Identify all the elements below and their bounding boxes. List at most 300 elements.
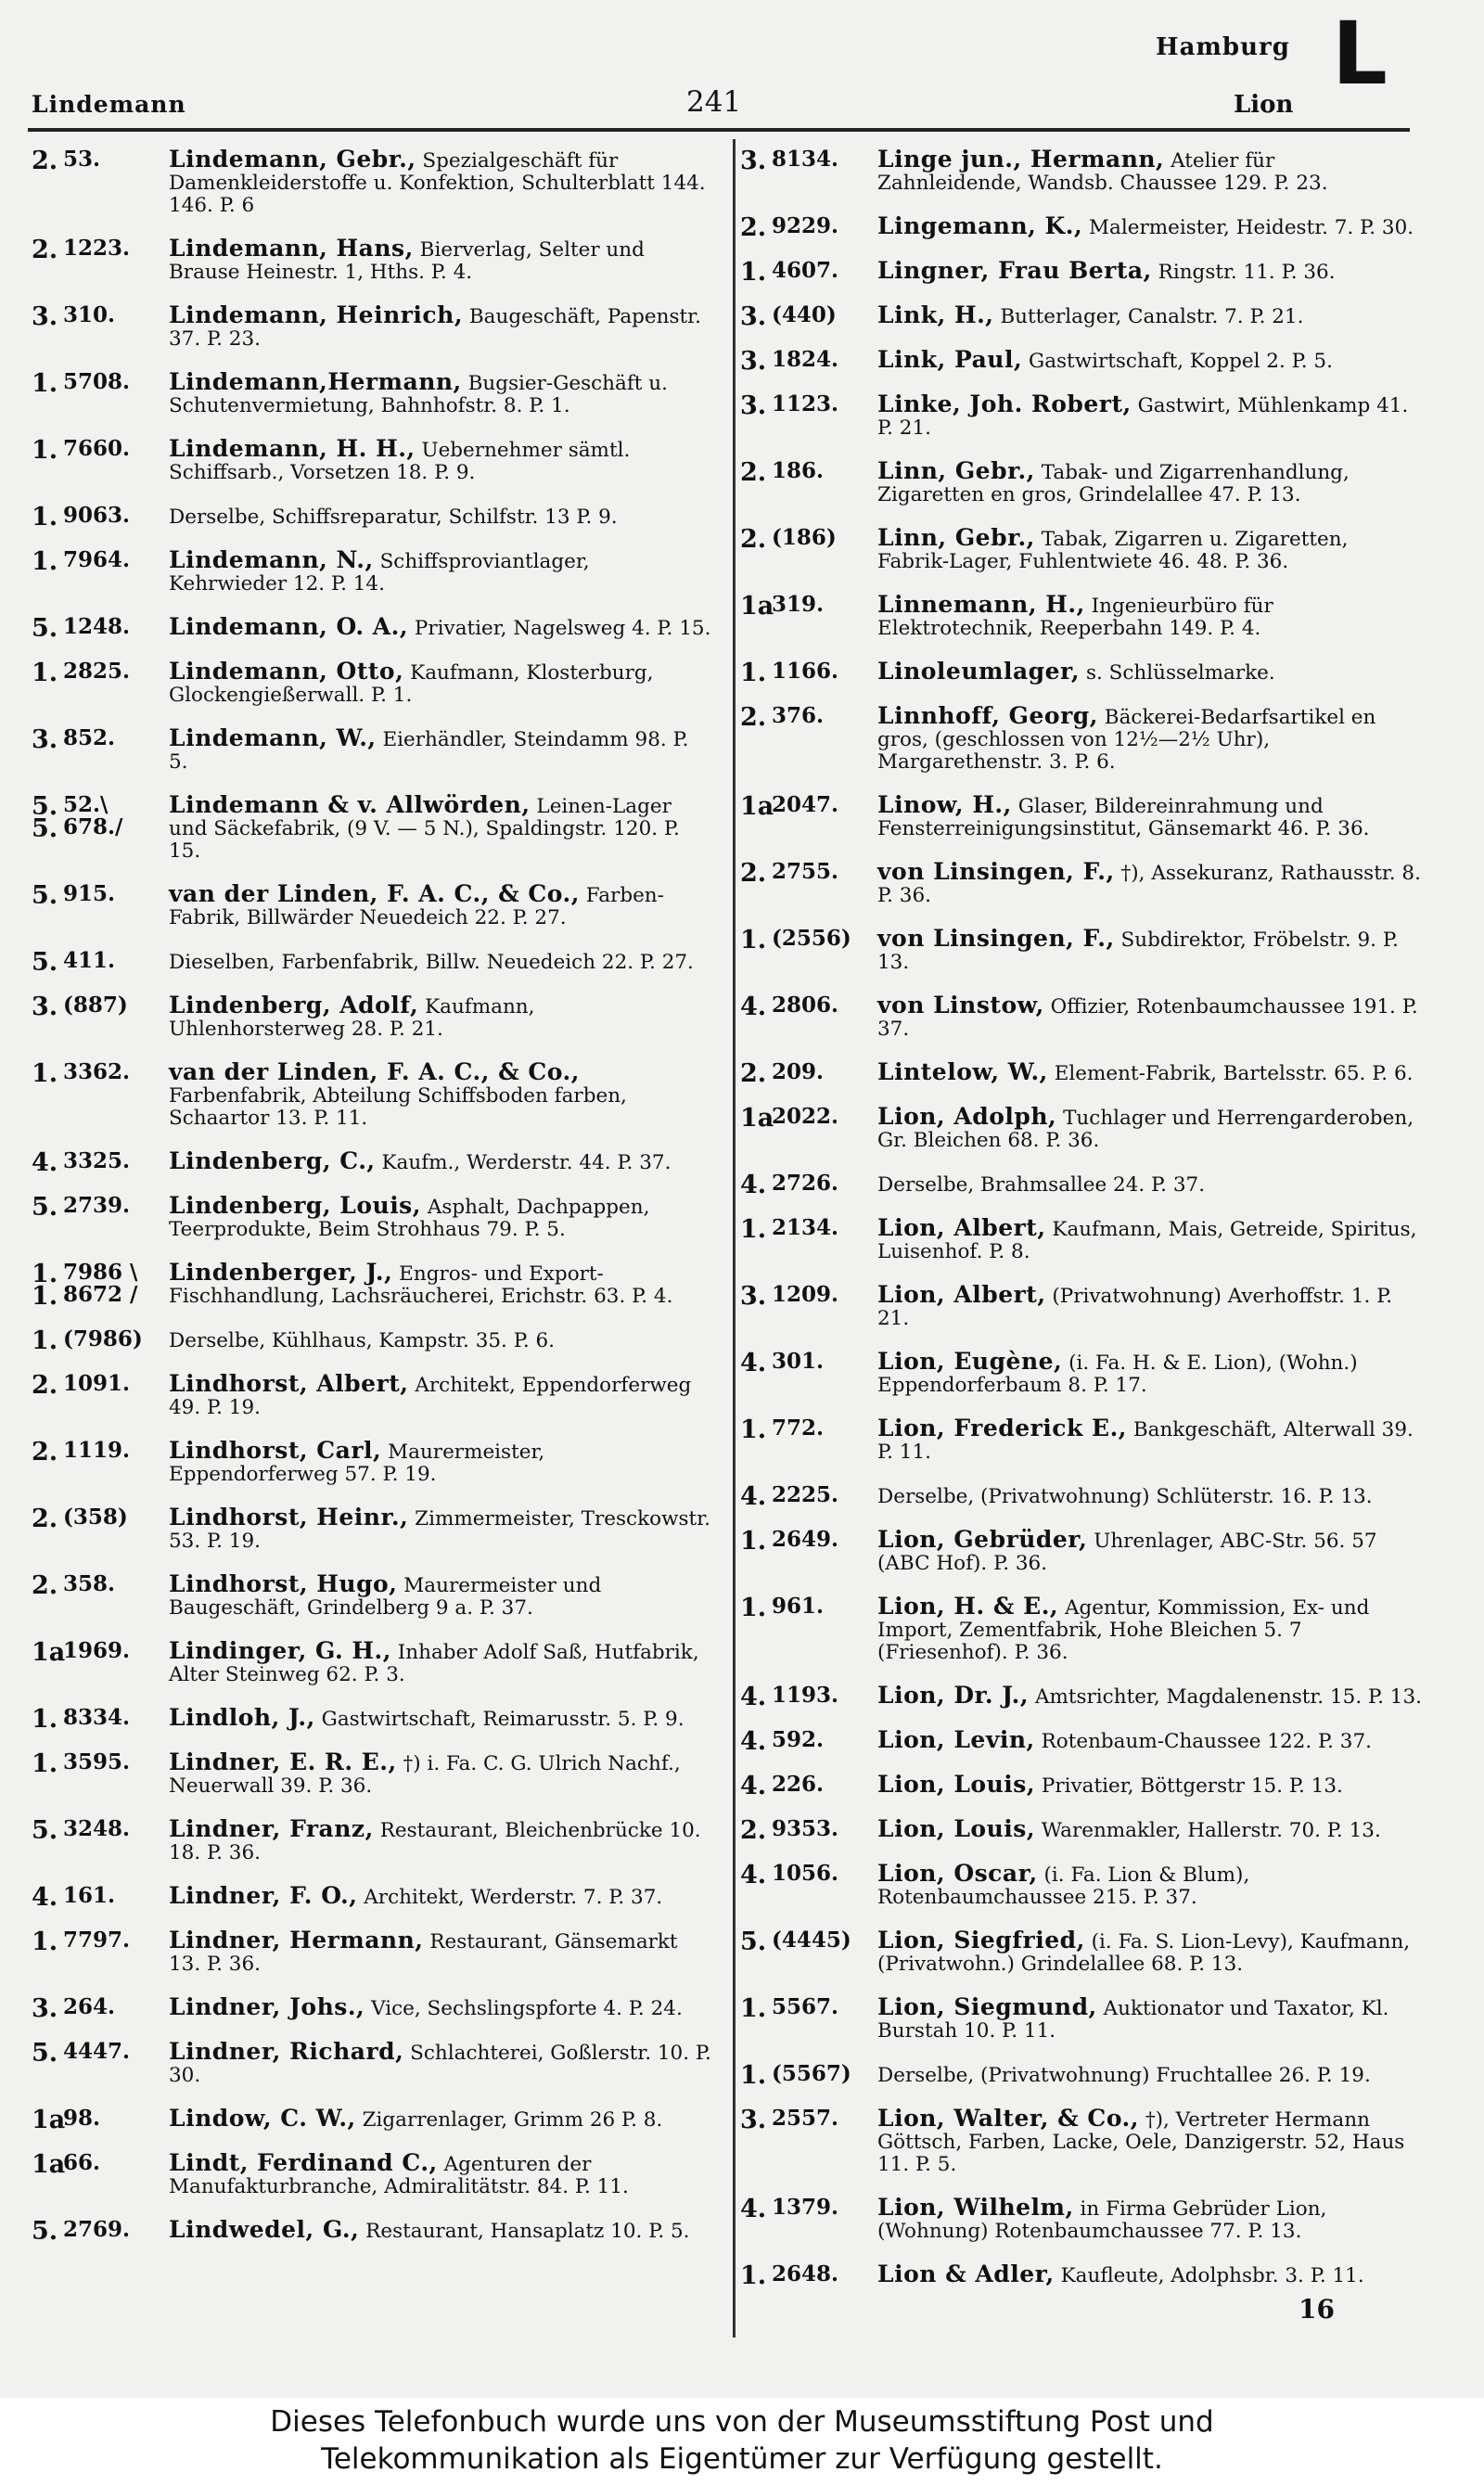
directory-entry — [32, 1259, 713, 1311]
subscriber-name: Lion, Eugène, — [877, 1348, 1063, 1375]
exchange-code: 4. — [740, 1861, 767, 1889]
phone-number: 2755. — [772, 859, 839, 884]
subscriber-name: Linn, Gebr., — [877, 457, 1035, 484]
directory-entry — [32, 1506, 713, 1553]
exchange-code: 3. — [32, 1994, 58, 2023]
exchange-code: 2. — [32, 1438, 58, 1467]
phone-number: 1091. — [63, 1371, 131, 1396]
entry-details: Gastwirt, Mühlenkamp 41. P. 21. — [877, 394, 1409, 440]
phone-number: 9063. — [63, 503, 131, 528]
entry-details: Derselbe, (Privatwohnung) Schlüterstr. 16. P. 13. — [877, 1485, 1373, 1508]
entry-details: s. Schlüsselmarke. — [1085, 661, 1275, 685]
left-column — [32, 148, 713, 2263]
phone-number: 1248. — [63, 614, 131, 639]
header-city: Hamburg — [1156, 33, 1290, 61]
exchange-code: 2. — [740, 1059, 767, 1088]
entry-details: Offizier, Rotenbaumchaussee 191. P. 37. — [877, 995, 1418, 1041]
directory-entry — [740, 346, 1422, 376]
exchange-code: 3. — [740, 2106, 767, 2134]
directory-entry — [740, 1281, 1422, 1330]
phone-number: 852. — [63, 725, 116, 750]
phone-number: (2556) — [772, 926, 851, 951]
entry-details: Privatier, Nagelsweg 4. P. 15. — [414, 617, 711, 640]
directory-entry — [32, 1637, 713, 1686]
directory-entry — [740, 212, 1422, 242]
exchange-code: 1a — [32, 2150, 66, 2179]
directory-entry — [32, 1882, 713, 1912]
exchange-code: 3. — [740, 1282, 767, 1311]
directory-entry — [32, 301, 713, 351]
archive-credit — [0, 2398, 1484, 2485]
entry-details: †), Assekuranz, Rathausstr. 8. P. 36. — [877, 862, 1421, 907]
subscriber-name: Lion, Louis, — [877, 1771, 1036, 1798]
directory-entry — [740, 2107, 1422, 2176]
entry-details: Glaser, Bildereinrahmung und Fensterreinigungsinstitut, Gänsemarkt 46. P. 36. — [877, 795, 1370, 840]
phone-number: 9353. — [772, 1816, 839, 1841]
phone-number: 1166. — [772, 659, 839, 684]
entry-details: Amtsrichter, Magdalenenstr. 15. P. 13. — [1034, 1685, 1422, 1709]
exchange-code: 1. — [740, 659, 767, 687]
exchange-code: 1a — [740, 792, 774, 821]
phone-number: 310. — [63, 302, 116, 327]
directory-entry — [740, 148, 1422, 195]
entry-details: Architekt, Eppendorferweg 49. P. 19. — [169, 1374, 692, 1419]
directory-entry — [740, 1929, 1422, 1976]
exchange-code: 1. — [32, 547, 58, 576]
exchange-code: 3. — [32, 302, 58, 331]
subscriber-name: Lindner, F. O., — [169, 1882, 358, 1909]
subscriber-name: Lion, Wilhelm, — [877, 2194, 1074, 2221]
entry-details: Leinen-Lager und Säckefabrik, (9 V. — 5 N.), Spaldingstr. 120. P. 15. — [169, 795, 680, 863]
directory-entry — [740, 2061, 1422, 2090]
exchange-code: 1. — [32, 1749, 58, 1778]
directory-entry — [32, 1993, 713, 2023]
phone-number: 264. — [63, 1994, 116, 2019]
directory-entry — [32, 148, 713, 217]
exchange-code: 4. — [740, 1772, 767, 1800]
directory-entry — [32, 368, 713, 417]
phone-number: 5708. — [63, 369, 131, 394]
directory-entry — [740, 1482, 1422, 1511]
phone-number: 66. — [63, 2150, 101, 2175]
subscriber-name: Lindhorst, Albert, — [169, 1370, 409, 1397]
directory-entry — [32, 1326, 713, 1355]
phone-number: 226. — [772, 1772, 825, 1797]
exchange-code: 5. — [32, 2217, 58, 2246]
entry-details: Agenturen der Manufakturbranche, Admiralitätstr. 84. P. 11. — [169, 2153, 629, 2198]
entry-details: Dieselben, Farbenfabrik, Billw. Neuedeich 22. P. 27. — [169, 951, 694, 974]
exchange-code: 2. — [740, 1816, 767, 1845]
directory-entry — [32, 2107, 713, 2132]
header-left-keyword: Lindemann — [32, 91, 186, 118]
subscriber-name: Lion, Levin, — [877, 1726, 1035, 1753]
exchange-code: 2. — [740, 859, 767, 888]
phone-number: 915. — [63, 881, 116, 906]
subscriber-name: Lindwedel, G., — [169, 2216, 360, 2243]
entry-details: Restaurant, Hansaplatz 10. P. 5. — [365, 2220, 690, 2243]
subscriber-name: Lion, Adolph, — [877, 1103, 1057, 1130]
phone-number: 8134. — [772, 147, 839, 172]
directory-entry — [740, 660, 1422, 685]
subscriber-name: Lindt, Ferdinand C., — [169, 2149, 438, 2176]
entry-details: (i. Fa. Lion & Blum), Rotenbaumchaussee 215. P. 37. — [877, 1864, 1250, 1909]
exchange-code: 2. — [32, 1571, 58, 1600]
exchange-code: 4. — [32, 1883, 58, 1912]
exchange-code: 1. — [740, 1994, 767, 2023]
subscriber-name: Linke, Joh. Robert, — [877, 391, 1132, 417]
directory-entry — [32, 546, 713, 596]
directory-entry — [32, 1192, 713, 1241]
exchange-code: 2. — [740, 458, 767, 487]
phone-number: 358. — [63, 1571, 116, 1596]
exchange-code: 3. — [740, 347, 767, 376]
subscriber-name: Lindhorst, Carl, — [169, 1437, 382, 1464]
directory-entry — [32, 1058, 713, 1130]
directory-entry — [740, 925, 1422, 974]
phone-number: 4607. — [772, 258, 839, 283]
directory-entry — [740, 1815, 1422, 1845]
exchange-code: 5. — [32, 1816, 58, 1845]
subscriber-name: Lindemann, Hans, — [169, 235, 414, 262]
subscriber-name: Lindemann, Heinrich, — [169, 301, 464, 328]
subscriber-name: Lingemann, K., — [877, 212, 1083, 239]
entry-details: Vice, Sechslingspforte 4. P. 24. — [371, 1997, 683, 2020]
phone-number: 5567. — [772, 1994, 839, 2019]
phone-number: (186) — [772, 525, 837, 550]
entry-details: Tabak- und Zigarrenhandlung, Zigaretten en gros, Grindelallee 47. P. 13. — [877, 461, 1350, 506]
phone-number: 7986 \ 8672 / — [63, 1260, 138, 1307]
exchange-code: 3. — [740, 302, 767, 331]
credit-line-2: Telekommunikation als Eigentümer zur Verfügung gestellt. — [321, 2442, 1163, 2476]
directory-entry — [740, 1726, 1422, 1756]
exchange-code: 2. — [740, 213, 767, 242]
phone-number: 161. — [63, 1883, 116, 1908]
entry-details: Kaufmann, Uhlenhorsterweg 28. P. 21. — [169, 995, 535, 1041]
entry-details: Auktionator und Taxator, Kl. Burstah 10. P. 11. — [877, 1997, 1389, 2043]
entry-details: Bäckerei-Bedarfsartikel en gros, (geschlossen von 12½—2½ Uhr), Margarethenstr. 3. P. 6. — [877, 706, 1376, 774]
exchange-code: 5. — [32, 1193, 58, 1222]
exchange-code: 4. — [740, 1171, 767, 1199]
phone-number: 1379. — [772, 2195, 839, 2220]
subscriber-name: Lindenberg, C., — [169, 1147, 376, 1174]
entry-details: Baugeschäft, Papenstr. 37. P. 23. — [169, 305, 701, 351]
directory-entry — [32, 1370, 713, 1419]
phone-number: 376. — [772, 703, 825, 728]
subscriber-name: Link, H., — [877, 301, 994, 328]
directory-entry — [32, 724, 713, 774]
phone-number: 2648. — [772, 2261, 839, 2286]
phone-number: 7797. — [63, 1928, 131, 1953]
subscriber-name: Lindinger, G. H., — [169, 1637, 391, 1664]
entry-details: in Firma Gebrüder Lion, (Wohnung) Rotenbaumchaussee 77. P. 13. — [877, 2197, 1327, 2243]
entry-details: Gastwirtschaft, Reimarusstr. 5. P. 9. — [321, 1708, 684, 1731]
exchange-code: 2. — [32, 147, 58, 175]
column-divider — [733, 139, 736, 2338]
directory-entry — [740, 791, 1422, 840]
entry-details: (i. Fa. S. Lion-Levy), Kaufmann, (Privatwohn.) Grindelallee 68. P. 13. — [877, 1930, 1411, 1976]
phone-number: (7986) — [63, 1326, 143, 1351]
entry-details: Schlachterei, Goßlerstr. 10. P. 30. — [169, 2042, 711, 2087]
exchange-code: 2. — [32, 1505, 58, 1533]
subscriber-name: Linnemann, H., — [877, 591, 1085, 618]
subscriber-name: Lion, Siegmund, — [877, 1993, 1097, 2020]
entry-details: Restaurant, Gänsemarkt 13. P. 36. — [169, 1930, 678, 1976]
directory-entry — [740, 1058, 1422, 1088]
entry-details: Restaurant, Bleichenbrücke 10. 18. P. 36. — [169, 1819, 701, 1864]
entry-details: Bugsier-Geschäft u. Schutenvermietung, Bahnhofstr. 8. P. 1. — [169, 372, 668, 417]
entry-details: Derselbe, (Privatwohnung) Fruchtallee 26. P. 19. — [877, 2064, 1371, 2087]
directory-entry — [740, 1993, 1422, 2043]
entry-details: Kaufmann, Klosterburg, Glockengießerwall. P. 1. — [169, 661, 654, 707]
exchange-code: 1a — [740, 1104, 774, 1133]
subscriber-name: Lindhorst, Heinr., — [169, 1504, 409, 1531]
subscriber-name: van der Linden, F. A. C., & Co., — [169, 880, 580, 907]
directory-entry — [740, 702, 1422, 774]
phone-number: 1119. — [63, 1438, 131, 1463]
phone-number: 3325. — [63, 1148, 131, 1173]
directory-entry — [32, 237, 713, 284]
directory-entry — [740, 858, 1422, 907]
phone-number: 2739. — [63, 1193, 131, 1218]
right-column — [740, 148, 1422, 2308]
directory-entry — [32, 1570, 713, 1620]
exchange-code: 4. — [740, 1349, 767, 1377]
entry-details: †) i. Fa. C. G. Ulrich Nachf., Neuerwall 39. P. 36. — [169, 1752, 681, 1798]
phone-number: 301. — [772, 1349, 825, 1374]
directory-entry — [32, 1147, 713, 1177]
subscriber-name: Linn, Gebr., — [877, 524, 1035, 551]
directory-entry — [740, 257, 1422, 287]
directory-entry — [740, 1172, 1422, 1197]
exchange-code: 5. — [32, 948, 58, 977]
entry-details: Eierhändler, Steindamm 98. P. 5. — [169, 728, 689, 774]
entry-details: Uhrenlager, ABC-Str. 56. 57 (ABC Hof). P. 36. — [877, 1530, 1377, 1575]
directory-entry — [32, 2149, 713, 2198]
directory-entry — [32, 435, 713, 484]
directory-entry — [740, 1348, 1422, 1397]
phone-number: 319. — [772, 592, 825, 617]
entry-details: Farben-Fabrik, Billwärder Neuedeich 22. P. 27. — [169, 884, 664, 929]
directory-entry — [740, 2194, 1422, 2243]
exchange-code: 1. 1. — [32, 1260, 58, 1311]
exchange-code: 4. — [740, 1683, 767, 1711]
directory-entry — [740, 1526, 1422, 1575]
directory-entry — [740, 301, 1422, 331]
exchange-code: 1. — [32, 369, 58, 398]
exchange-code: 1a — [740, 592, 774, 621]
subscriber-name: Linow, H., — [877, 791, 1012, 818]
subscriber-name: Linoleumlager, — [877, 658, 1081, 685]
entry-details: Bankgeschäft, Alterwall 39. P. 11. — [877, 1418, 1414, 1464]
directory-entry — [740, 393, 1422, 440]
phone-number: 1223. — [63, 236, 131, 261]
directory-entry — [32, 613, 713, 643]
phone-number: 2225. — [772, 1482, 839, 1507]
subscriber-name: Lindenberg, Adolf, — [169, 992, 419, 1018]
subscriber-name: Lindemann, Gebr., — [169, 146, 416, 173]
entry-details: Engros- und Export-Fischhandlung, Lachsräucherei, Erichstr. 63. P. 4. — [169, 1262, 673, 1308]
entry-details: Butterlager, Canalstr. 7. P. 21. — [1000, 305, 1304, 328]
phone-number: 4447. — [63, 2039, 131, 2064]
entry-details: Uebernehmer sämtl. Schiffsarb., Vorsetzen 18. P. 9. — [169, 439, 631, 484]
subscriber-name: Lintelow, W., — [877, 1058, 1048, 1085]
subscriber-name: Lion, Oscar, — [877, 1860, 1038, 1887]
phone-number: 52.\ 678./ — [63, 792, 123, 839]
phone-number: 7964. — [63, 547, 131, 572]
exchange-code: 1. — [32, 1928, 58, 1956]
exchange-code: 1. — [740, 2261, 767, 2290]
subscriber-name: Lindloh, J., — [169, 1704, 315, 1731]
subscriber-name: van der Linden, F. A. C., & Co., — [169, 1058, 580, 1085]
subscriber-name: Lion, Walter, & Co., — [877, 2105, 1139, 2132]
phone-number: 2134. — [772, 1215, 839, 1240]
directory-entry — [32, 2216, 713, 2246]
subscriber-name: Lindhorst, Hugo, — [169, 1570, 398, 1597]
exchange-code: 3. — [32, 725, 58, 754]
exchange-code: 2. — [32, 236, 58, 264]
entry-details: Schiffsproviantlager, Kehrwieder 12. P. 14. — [169, 550, 590, 596]
entry-details: Kaufmann, Mais, Getreide, Spiritus, Luisenhof. P. 8. — [877, 1218, 1417, 1263]
directory-entry — [740, 1214, 1422, 1263]
directory-entry — [740, 994, 1422, 1041]
entry-details: †), Vertreter Hermann Göttsch, Farben, Lacke, Oele, Danzigerstr. 52, Haus 11. P. 5. — [877, 2108, 1405, 2176]
directory-entry — [32, 1929, 713, 1976]
phone-number: 3362. — [63, 1059, 131, 1084]
directory-entry — [740, 1595, 1422, 1664]
phone-number: 2769. — [63, 2217, 131, 2242]
subscriber-name: von Linsingen, F., — [877, 858, 1115, 885]
exchange-code: 4. — [740, 1727, 767, 1756]
directory-entry — [32, 660, 713, 707]
header-rule — [28, 128, 1410, 132]
exchange-code: 1. — [32, 503, 58, 532]
exchange-code: 1. — [32, 1705, 58, 1734]
phone-number: 9229. — [772, 213, 839, 238]
entry-details: Farbenfabrik, Abteilung Schiffsboden farben, Schaartor 13. P. 11. — [169, 1084, 627, 1130]
phone-number: 1193. — [772, 1683, 839, 1708]
header-right-keyword: Lion — [1234, 91, 1294, 119]
entry-details: Gastwirtschaft, Koppel 2. P. 5. — [1029, 350, 1333, 373]
subscriber-name: Lion, Siegfried, — [877, 1927, 1085, 1953]
exchange-code: 1. — [32, 1326, 58, 1355]
entry-details: Kaufm., Werderstr. 44. P. 37. — [381, 1151, 672, 1174]
entry-details: Warenmakler, Hallerstr. 70. P. 13. — [1041, 1819, 1381, 1842]
entry-details: Inhaber Adolf Saß, Hutfabrik, Alter Steinweg 62. P. 3. — [169, 1641, 699, 1686]
subscriber-name: Lingner, Frau Berta, — [877, 257, 1152, 284]
exchange-code: 5. — [32, 614, 58, 643]
subscriber-name: Lindemann, H. H., — [169, 435, 416, 462]
directory-entry — [32, 994, 713, 1041]
directory-entry — [32, 503, 713, 532]
exchange-code: 3. — [740, 147, 767, 175]
subscriber-name: Lindner, E. R. E., — [169, 1748, 397, 1775]
phone-number: 1969. — [63, 1638, 131, 1663]
subscriber-name: Linge jun., Hermann, — [877, 146, 1165, 173]
subscriber-name: Lindenberger, J., — [169, 1259, 393, 1286]
subscriber-name: Lindemann,Hermann, — [169, 368, 462, 395]
subscriber-name: Lindemann, N., — [169, 546, 374, 573]
entry-details: Element-Fabrik, Bartelsstr. 65. P. 6. — [1054, 1062, 1414, 1085]
exchange-code: 1a — [32, 1638, 66, 1667]
exchange-code: 1a — [32, 2106, 66, 2134]
directory-entry — [740, 1771, 1422, 1800]
directory-entry — [32, 1704, 713, 1734]
entry-details: Spezialgeschäft für Damenkleiderstoffe u. Konfektion, Schulterblatt 144. 146. P. 6 — [169, 149, 706, 217]
directory-entry — [32, 1748, 713, 1798]
phone-number: 1123. — [772, 391, 839, 416]
phone-number: 2806. — [772, 993, 839, 1018]
exchange-code: 4. — [740, 2195, 767, 2223]
directory-entry — [740, 1103, 1422, 1152]
entry-details: Zimmermeister, Tresckowstr. 53. P. 19. — [169, 1507, 710, 1553]
exchange-code: 5. — [740, 1928, 767, 1956]
directory-entry — [740, 2261, 1422, 2290]
entry-details: Derselbe, Kühlhaus, Kampstr. 35. P. 6. — [169, 1329, 556, 1352]
exchange-code: 1. — [740, 1594, 767, 1622]
exchange-code: 3. — [32, 993, 58, 1021]
exchange-code: 1. — [740, 2061, 767, 2090]
exchange-code: 2. — [32, 1371, 58, 1400]
exchange-code: 1. — [740, 926, 767, 954]
phone-number: 2649. — [772, 1527, 839, 1552]
entry-details: Privatier, Böttgerstr 15. P. 13. — [1041, 1774, 1343, 1798]
directory-entry — [740, 1684, 1422, 1709]
entry-details: Agentur, Kommission, Ex- und Import, Zementfabrik, Hohe Bleichen 5. 7 (Friesenhof). P. 36. — [877, 1596, 1370, 1664]
phone-number: 8334. — [63, 1705, 131, 1730]
exchange-code: 1. — [740, 1527, 767, 1556]
phone-number: 1209. — [772, 1282, 839, 1307]
subscriber-name: Lindow, C. W., — [169, 2105, 356, 2132]
directory-entry — [740, 457, 1422, 506]
directory-entry — [32, 880, 713, 929]
subscriber-name: Lindemann, Otto, — [169, 658, 404, 685]
phone-number: 961. — [772, 1594, 825, 1619]
entry-details: Asphalt, Dachpappen, Teerprodukte, Beim Strohhaus 79. P. 5. — [169, 1196, 650, 1241]
subscriber-name: Lindner, Franz, — [169, 1815, 374, 1842]
phone-number: (440) — [772, 302, 837, 327]
phone-number: 1056. — [772, 1861, 839, 1886]
directory-entry — [740, 1860, 1422, 1909]
phone-number: 2047. — [772, 792, 839, 817]
entry-details: Derselbe, Brahmsallee 24. P. 37. — [877, 1173, 1206, 1197]
entry-details: Bierverlag, Selter und Brause Heinestr. 1, Hths. P. 4. — [169, 238, 645, 284]
exchange-code: 1. — [32, 436, 58, 465]
entry-details: Maurermeister, Eppendorferweg 57. P. 19. — [169, 1441, 545, 1486]
subscriber-name: Lindemann & v. Allwörden, — [169, 791, 531, 818]
directory-entry — [32, 791, 713, 863]
phone-number: 98. — [63, 2106, 101, 2131]
directory-entry — [32, 948, 713, 977]
entry-details: (i. Fa. H. & E. Lion), (Wohn.) Eppendorferbaum 8. P. 17. — [877, 1351, 1358, 1397]
entry-details: Architekt, Werderstr. 7. P. 37. — [364, 1886, 663, 1909]
phone-number: (5567) — [772, 2061, 851, 2086]
exchange-code: 5. — [32, 2039, 58, 2068]
phone-number: (887) — [63, 993, 128, 1018]
exchange-code: 1. — [740, 1215, 767, 1244]
exchange-code: 4. — [32, 1148, 58, 1177]
subscriber-name: von Linsingen, F., — [877, 925, 1115, 952]
phone-number: 2022. — [772, 1104, 839, 1129]
exchange-code: 2. — [740, 525, 767, 554]
entry-details: Ingenieurbüro für Elektrotechnik, Reeperbahn 149. P. 4. — [877, 595, 1273, 640]
entry-details: Subdirektor, Fröbelstr. 9. P. 13. — [877, 929, 1399, 974]
exchange-code: 1. — [32, 1059, 58, 1088]
subscriber-name: Lindner, Richard, — [169, 2038, 404, 2065]
subscriber-name: Lion, Dr. J., — [877, 1682, 1030, 1709]
phone-number: 2557. — [772, 2106, 839, 2131]
credit-line-1: Dieses Telefonbuch wurde uns von der Museumsstiftung Post und — [270, 2405, 1214, 2439]
exchange-code: 4. — [740, 1482, 767, 1511]
